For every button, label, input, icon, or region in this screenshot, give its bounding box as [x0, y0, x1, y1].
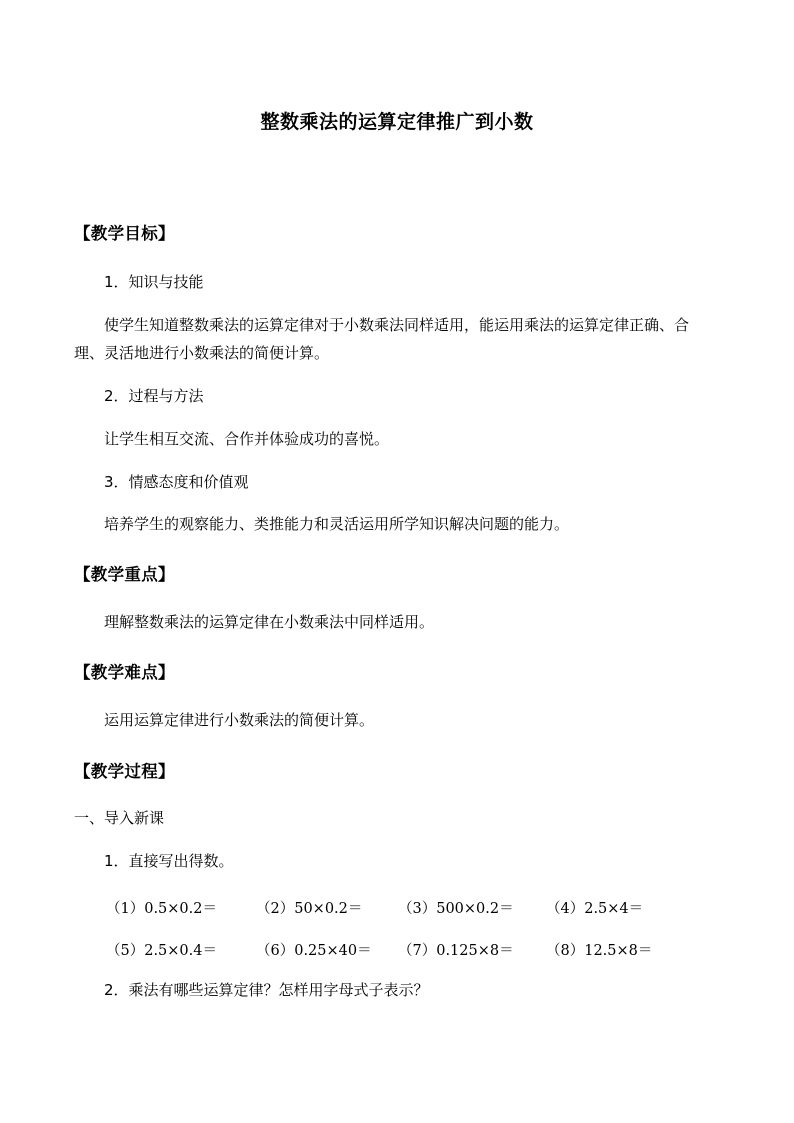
goal-item-1-title: 1．知识与技能 [104, 273, 204, 291]
section-heading-goals: 【教学目标】 [74, 224, 175, 243]
process-step-1: 1．直接写出得数。 [104, 852, 234, 870]
goal-item-3-title: 3．情感态度和价值观 [104, 473, 249, 491]
goal-item-1-line-1: 使学生知道整数乘法的运算定律对于小数乘法同样适用，能运用乘法的运算定律正确、合 [104, 316, 690, 334]
section-heading-process: 【教学过程】 [74, 762, 175, 781]
exercise-item: （3）500×0.2＝ [398, 901, 514, 917]
exercise-item: （2）50×0.2＝ [256, 901, 363, 917]
section-heading-key: 【教学重点】 [74, 565, 175, 584]
key-text: 理解整数乘法的运算定律在小数乘法中同样适用。 [104, 613, 435, 631]
process-step-2: 2．乘法有哪些运算定律？怎样用字母式子表示？ [104, 981, 429, 999]
exercise-item: （8）12.5×8＝ [546, 943, 653, 959]
exercise-item: （7）0.125×8＝ [398, 943, 514, 959]
exercise-item: （1）0.5×0.2＝ [106, 901, 217, 917]
section-heading-difficult: 【教学难点】 [74, 663, 175, 682]
exercise-item: （4）2.5×4＝ [546, 901, 644, 917]
exercise-item: （5）2.5×0.4＝ [106, 943, 217, 959]
goal-item-2-text: 让学生相互交流、合作并体验成功的喜悦。 [104, 430, 390, 448]
difficult-text: 运用运算定律进行小数乘法的简便计算。 [104, 711, 375, 729]
goal-item-3-text: 培养学生的观察能力、类推能力和灵活运用所学知识解决问题的能力。 [104, 515, 570, 533]
goal-item-1-line-2: 理、灵活地进行小数乘法的简便计算。 [74, 344, 330, 362]
goal-item-2-title: 2．过程与方法 [104, 387, 204, 405]
page-title: 整数乘法的运算定律推广到小数 [260, 111, 534, 133]
exercise-item: （6）0.25×40＝ [256, 943, 372, 959]
process-part-1: 一、导入新课 [74, 809, 165, 827]
